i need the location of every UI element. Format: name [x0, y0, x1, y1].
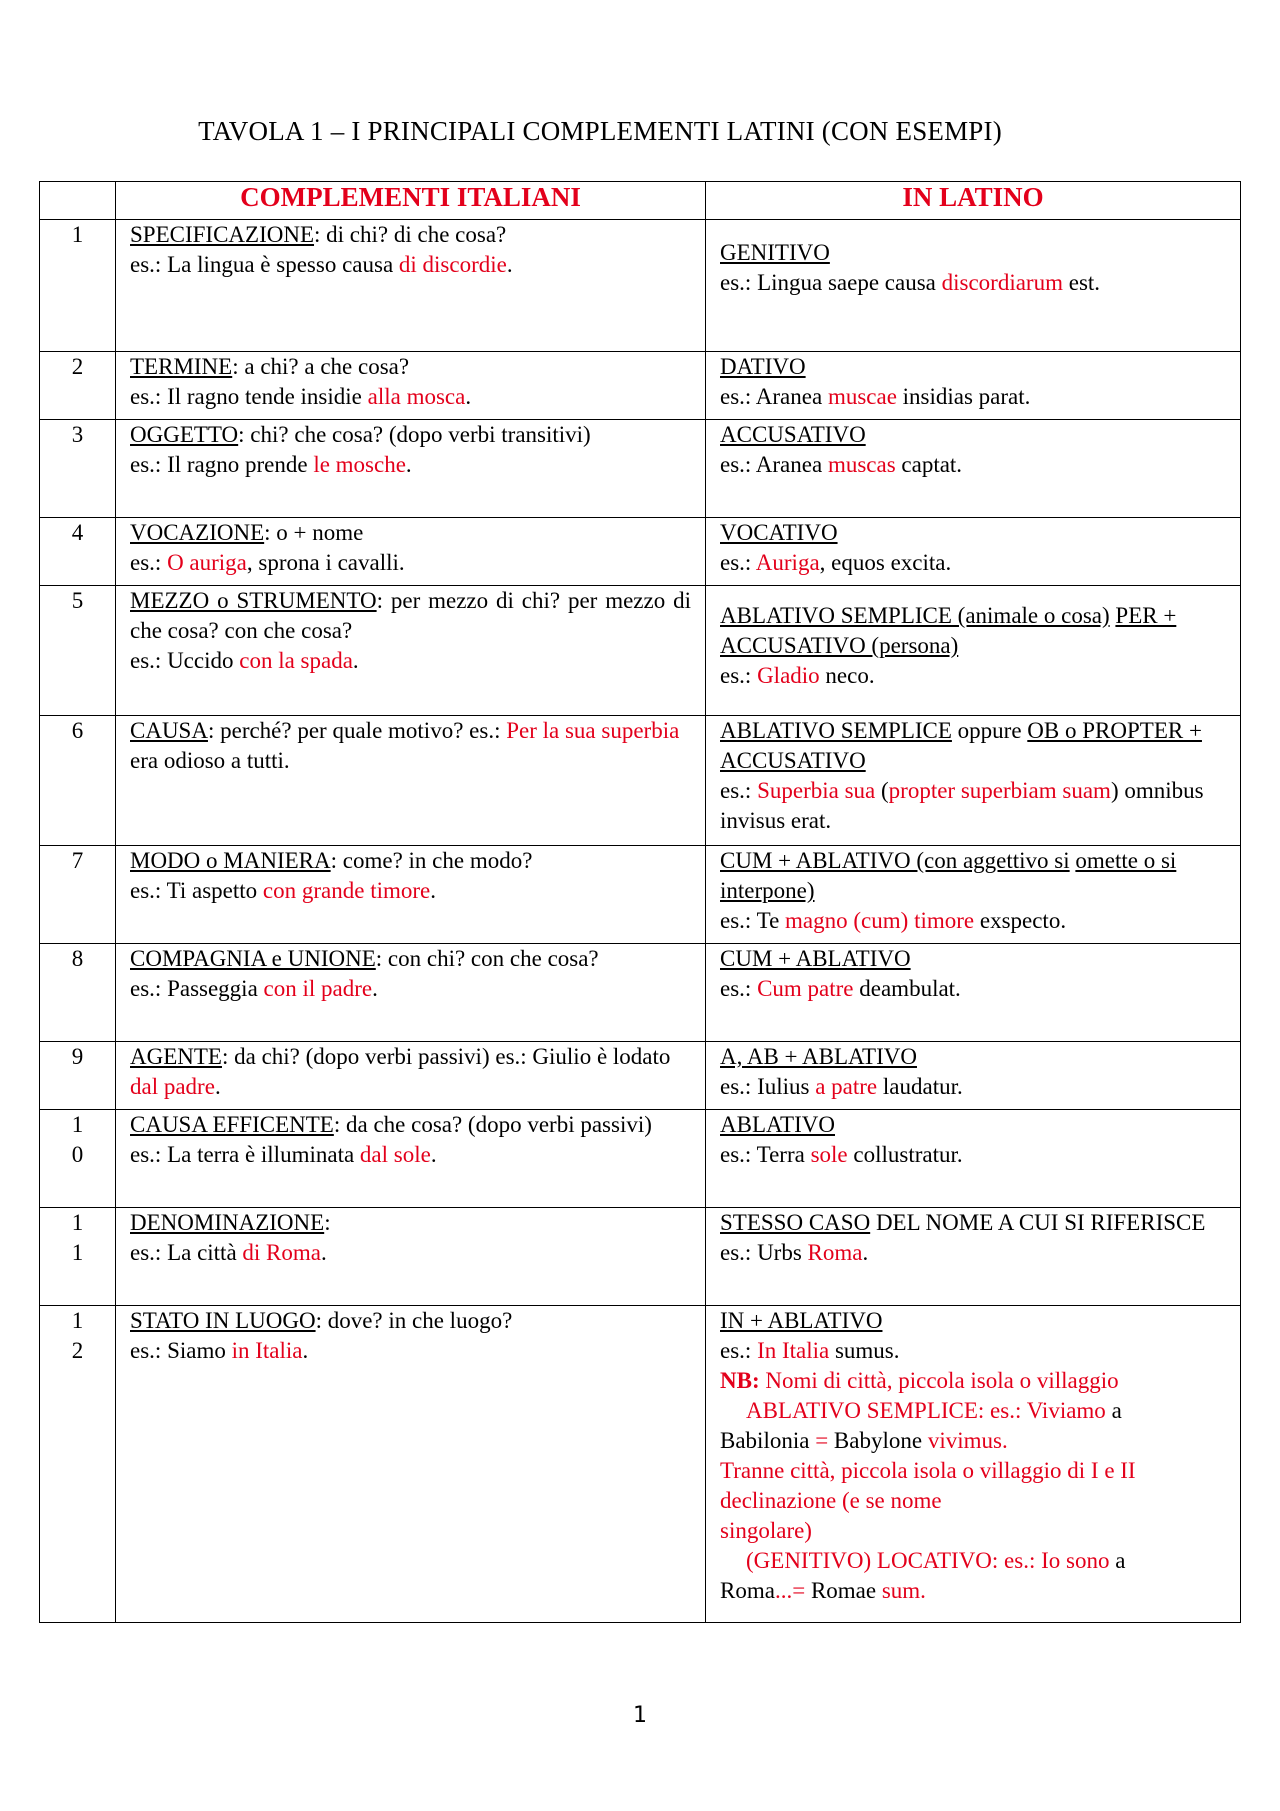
row-number: 3: [40, 420, 116, 518]
row-number: 1 1: [40, 1208, 116, 1306]
table-row: [40, 846, 1241, 944]
row-number: 1 2: [40, 1306, 116, 1623]
header-row: [40, 182, 1241, 220]
table-row: [40, 944, 1241, 1042]
header-empty: [40, 182, 116, 220]
table-row: [40, 1042, 1241, 1110]
page-title: TAVOLA 1 – I PRINCIPALI COMPLEMENTI LATINI (CON ESEMPI): [198, 116, 1002, 146]
nb-label: NB:: [720, 1368, 760, 1393]
latin-cell: CUM + ABLATIVO (con aggettivo si omette o si interpone) es.: Te magno (cum) timore exspecto.: [706, 846, 1241, 944]
italian-cell: STATO IN LUOGO: dove? in che luogo? es.: Siamo in Italia.: [116, 1306, 706, 1623]
row-number: 4: [40, 518, 116, 586]
italian-cell: TERMINE: a chi? a che cosa? es.: Il ragno tende insidie alla mosca.: [116, 352, 706, 420]
latin-cell: CUM + ABLATIVO es.: Cum patre deambulat.: [706, 944, 1241, 1042]
italian-cell: AGENTE: da chi? (dopo verbi passivi) es.: Giulio è lodato dal padre.: [116, 1042, 706, 1110]
table-row: [40, 1306, 1241, 1623]
latin-cell: A, AB + ABLATIVO es.: Iulius a patre laudatur.: [706, 1042, 1241, 1110]
row-number: 8: [40, 944, 116, 1042]
italian-cell: DENOMINAZIONE: es.: La città di Roma.: [116, 1208, 706, 1306]
italian-cell: CAUSA EFFICENTE: da che cosa? (dopo verbi passivi) es.: La terra è illuminata dal sole.: [116, 1110, 706, 1208]
table-row: [40, 352, 1241, 420]
latin-cell: ABLATIVO es.: Terra sole collustratur.: [706, 1110, 1241, 1208]
latin-cell: DATIVO es.: Aranea muscae insidias parat.: [706, 352, 1241, 420]
latin-cell: GENITIVO es.: Lingua saepe causa discordiarum est.: [706, 220, 1241, 352]
header-italian: COMPLEMENTI ITALIANI: [116, 182, 706, 220]
page-number: 1: [633, 1703, 647, 1728]
header-latin: IN LATINO: [706, 182, 1241, 220]
italian-cell: SPECIFICAZIONE: di chi? di che cosa? es.: La lingua è spesso causa di discordie.: [116, 220, 706, 352]
row-number: 1 0: [40, 1110, 116, 1208]
italian-cell: OGGETTO: chi? che cosa? (dopo verbi transitivi) es.: Il ragno prende le mosche.: [116, 420, 706, 518]
latin-cell: ABLATIVO SEMPLICE oppure OB o PROPTER + ACCUSATIVO es.: Superbia sua (propter superbiam suam) omnibus invisus erat.: [706, 716, 1241, 846]
italian-cell: VOCAZIONE: o + nome es.: O auriga, sprona i cavalli.: [116, 518, 706, 586]
latin-cell: IN + ABLATIVO es.: In Italia sumus. NB: Nomi di città, piccola isola o villaggio ABLATIVO SEMPLICE: es.: Viviamo a Babilonia = Babylone vivimus. Tranne città, piccola isola o villaggio di I e II declinazione (e se nome singolare) (GENITIVO) LOCATIVO: es.: Io sono a Roma...= Romae sum.: [706, 1306, 1241, 1623]
row-number: 2: [40, 352, 116, 420]
latin-cell: ABLATIVO SEMPLICE (animale o cosa) PER + ACCUSATIVO (persona) es.: Gladio neco.: [706, 586, 1241, 716]
table-row: [40, 1208, 1241, 1306]
table-row: [40, 220, 1241, 352]
row-number: 9: [40, 1042, 116, 1110]
latin-cell: ACCUSATIVO es.: Aranea muscas captat.: [706, 420, 1241, 518]
table-row: [40, 518, 1241, 586]
italian-cell: MODO o MANIERA: come? in che modo? es.: Ti aspetto con grande timore.: [116, 846, 706, 944]
complementi-table: [39, 181, 1241, 1623]
italian-cell: COMPAGNIA e UNIONE: con chi? con che cosa? es.: Passeggia con il padre.: [116, 944, 706, 1042]
latin-cell: VOCATIVO es.: Auriga, equos excita.: [706, 518, 1241, 586]
table-row: [40, 586, 1241, 716]
italian-cell: CAUSA: perché? per quale motivo? es.: Per la sua superbia era odioso a tutti.: [116, 716, 706, 846]
table-row: [40, 420, 1241, 518]
italian-cell: MEZZO o STRUMENTO: per mezzo di chi? per mezzo di che cosa? con che cosa? es.: Uccido con la spada.: [116, 586, 706, 716]
row-number: 5: [40, 586, 116, 716]
row-number: 6: [40, 716, 116, 846]
table-row: [40, 1110, 1241, 1208]
latin-cell: STESSO CASO DEL NOME A CUI SI RIFERISCE es.: Urbs Roma.: [706, 1208, 1241, 1306]
row-number: 1: [40, 220, 116, 352]
table-row: [40, 716, 1241, 846]
row-number: 7: [40, 846, 116, 944]
